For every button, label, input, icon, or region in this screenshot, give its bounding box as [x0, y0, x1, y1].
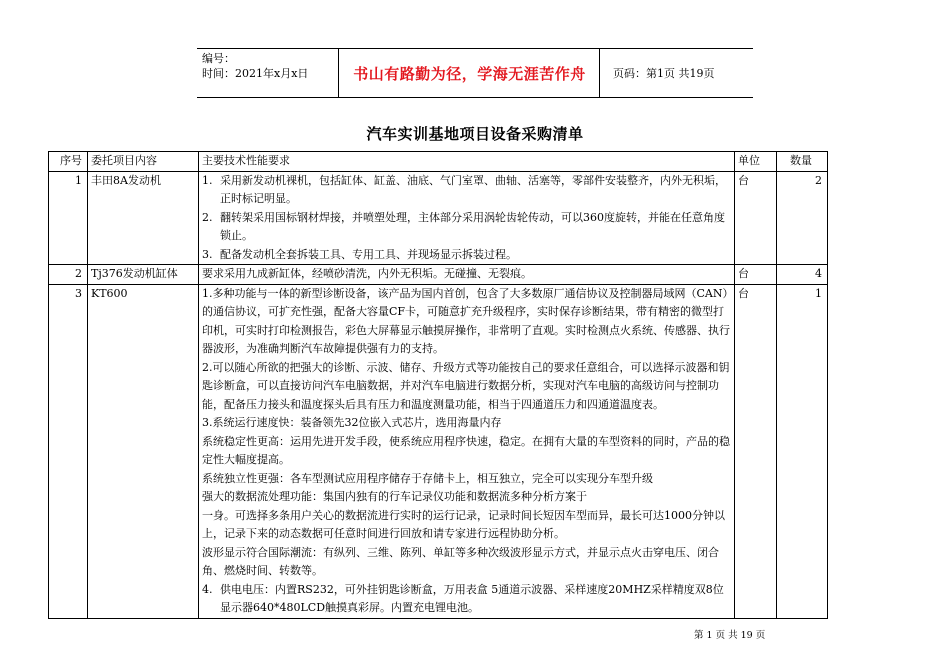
row-item: 丰田8A发动机	[88, 171, 199, 265]
page-title: 汽车实训基地项目设备采购清单	[366, 125, 584, 143]
row-no: 1	[49, 171, 88, 265]
spec-paragraph: 系统独立性更强：各车型测试应用程序储存于存储卡上，相互独立，完全可以实现分车型升级	[202, 471, 653, 485]
col-header-qty: 数量	[777, 152, 828, 172]
table-row	[49, 284, 828, 618]
document-header	[197, 48, 753, 98]
spec-paragraph: 系统稳定性更高：运用先进开发手段，使系统应用程序快速，稳定。在拥有大量的车型资料的同时，产品的稳定性大幅度提高。	[202, 434, 730, 466]
spec-paragraph: 1.多种功能与一体的新型诊断设备，该产品为国内首创，包含了大多数原厂通信协议及控制器局域网（CAN）的通信协议，可扩充性强，配备大容量CF卡，可随意扩充升级程序，实时保存诊断结果，带有精密的微型打印机，可实时打印检测报告，彩色大屏幕显示触摸屏操作，非常明了直观。实时检测点火系统、传感器、执行器波形，为准确判断汽车故障提供强有力的支持。	[202, 286, 730, 355]
row-unit: 台	[735, 265, 777, 285]
spec-paragraph: 3.系统运行速度快：装备领先32位嵌入式芯片，选用海量内存	[202, 416, 502, 429]
spec-list-item: 1. 采用新发动机裸机，包括缸体、缸盖、油底、气门室罩、曲轴、活塞等，零部件安装整齐，内外无积垢，正时标记明显。	[202, 173, 726, 205]
time-label: 时间：2021年x月x日	[202, 67, 309, 80]
row-item: Tj376发动机缸体	[88, 265, 199, 285]
row-unit: 台	[735, 284, 777, 618]
table-row	[49, 171, 828, 265]
row-qty: 1	[777, 284, 828, 618]
col-header-spec: 主要技术性能要求	[199, 152, 735, 172]
row-qty: 4	[777, 265, 828, 285]
spec-paragraph: 一身。可选择多条用户关心的数据流进行实时的运行记录，记录时间长短因车型而异，最长可达1000分钟以上，记录下来的动态数据可任意时间进行回放和请专家进行远程协助分析。	[202, 508, 725, 540]
col-header-unit: 单位	[735, 152, 777, 172]
spec-list-item: 4. 供电电压：内置RS232，可外挂钥匙诊断盒，万用表盒 5通道示波器、采样速度20MHZ采样精度双8位显示器640*480LCD触摸真彩屏。内置充电锂电池。	[202, 582, 724, 614]
row-no: 2	[49, 265, 88, 285]
table-header-row	[49, 152, 828, 172]
row-spec	[199, 284, 735, 618]
table-row	[49, 265, 828, 285]
page-label: 页码：第1页 共19页	[613, 67, 715, 80]
row-qty: 2	[777, 171, 828, 265]
spec-list-item: 2. 翻转架采用国标钢材焊接，并喷塑处理，主体部分采用涡轮齿轮传动，可以360度旋转，并能在任意角度锁止。	[202, 210, 725, 242]
procurement-table	[48, 151, 828, 619]
row-item: KT600	[88, 284, 199, 618]
header-meta	[197, 49, 339, 97]
motto: 书山有路勤为径，学海无涯苦作舟	[340, 49, 600, 97]
page-footer: 第 1 页 共 19 页	[694, 630, 766, 641]
spec-paragraph: 2.可以随心所欲的把强大的诊断、示波、储存、升级方式等功能按自己的要求任意组合，可以选择示波器和钥匙诊断盒，可以直接访问汽车电脑数据，并对汽车电脑进行数据分析，实现对汽车电脑的高级访问与控制功能，配备压力接头和温度探头后具有压力和温度测量功能，相当于四通道压力和四通道温度表。	[202, 360, 730, 411]
row-unit: 台	[735, 171, 777, 265]
row-no: 3	[49, 284, 88, 618]
col-header-item: 委托项目内容	[88, 152, 199, 172]
row-spec: 要求采用九成新缸体，经喷砂清洗，内外无积垢。无碰撞、无裂痕。	[199, 265, 735, 285]
col-header-no: 序号	[49, 152, 88, 172]
number-label: 编号：	[202, 52, 235, 65]
spec-paragraph: 强大的数据流处理功能：集国内独有的行车记录仪功能和数据流多种分析方案于	[202, 490, 587, 503]
row-spec	[199, 171, 735, 265]
spec-list-item: 3. 配备发动机全套拆装工具、专用工具、并现场显示拆装过程。	[202, 247, 517, 261]
spec-paragraph: 波形显示符合国际潮流：有纵列、三维、陈列、单缸等多种次级波形显示方式，并显示点火击穿电压、闭合角、燃烧时间、转数等。	[202, 545, 719, 577]
